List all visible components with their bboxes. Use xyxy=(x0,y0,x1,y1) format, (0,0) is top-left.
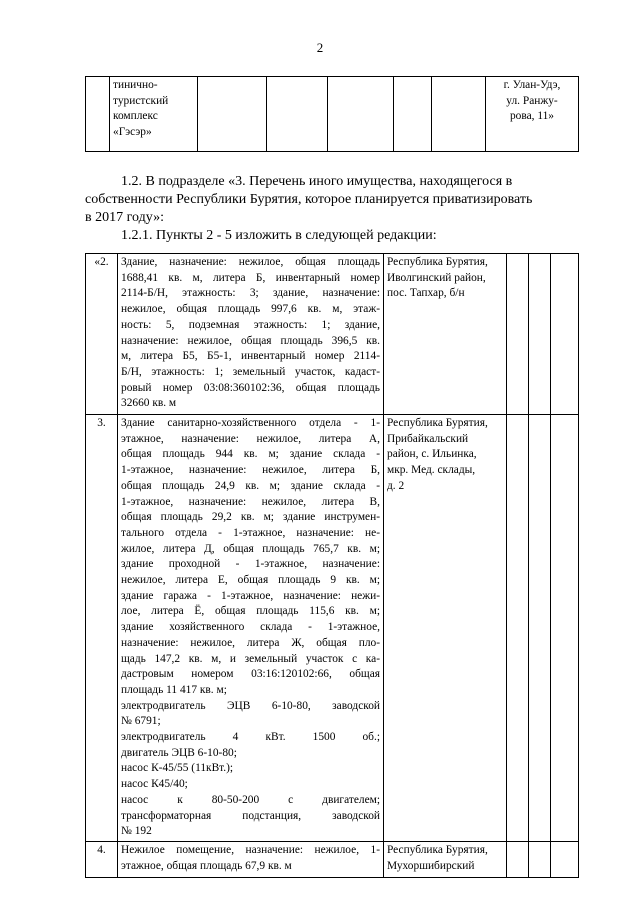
text-line: в 2017 году»: xyxy=(85,210,164,225)
table-row xyxy=(86,415,579,842)
text-line: м, литера Б5, Б5-1, инвентарный номер 2114- xyxy=(121,350,380,363)
text-line: 32660 кв. м xyxy=(121,397,177,410)
description-cell xyxy=(118,254,384,415)
text-line: назначение: нежилое, общая площадь 396,5 кв. xyxy=(121,334,380,347)
text-line: общая площадь 944 кв. м; здание склада - xyxy=(121,448,380,461)
text-line: здание хозяйственного склада - 1-этажное, xyxy=(121,621,380,634)
empty-cell xyxy=(529,415,551,842)
empty-cell xyxy=(529,254,551,415)
table-row xyxy=(86,841,579,877)
text-line: Нежилое помещение, назначение: нежилое, 1- xyxy=(121,843,380,856)
text-line: Мухоршибирский xyxy=(387,859,475,872)
empty-cell xyxy=(507,254,529,415)
paragraph-1-2 xyxy=(85,173,578,227)
text-line: мкр. Мед. склады, xyxy=(387,464,476,477)
text-line: Б/Н, этажность: 1; земельный участок, кадаст- xyxy=(121,365,380,378)
text-line: лое, литера Ё, общая площадь 115,6 кв. м; xyxy=(121,605,380,618)
address-cell xyxy=(384,841,507,877)
text-line: щадь 147,2 кв. м, и земельный участок с ка- xyxy=(121,652,380,665)
empty-cell xyxy=(551,415,579,842)
page-number: 2 xyxy=(316,40,324,55)
text-line: насос К-45/55 (11кВт.); xyxy=(121,762,234,775)
text-line: здание проходной - 1-этажное, назначение: xyxy=(121,558,380,571)
object-name-cell xyxy=(110,77,198,152)
text-line: № 192 xyxy=(121,825,152,838)
text-line: нежилое, литера Е, общая площадь 9 кв. м; xyxy=(121,574,380,587)
empty-cell xyxy=(198,77,267,152)
empty-cell xyxy=(507,841,529,877)
address-cell xyxy=(384,254,507,415)
text-line: пос. Тапхар, б/н xyxy=(387,287,465,300)
text-line: этажное, общая площадь 67,9 кв. м xyxy=(121,859,292,872)
text-line: тинично- xyxy=(113,79,158,91)
text-line: этажное, назначение: нежилое, литера А, xyxy=(121,432,380,445)
text-line: 1-этажное, назначение: нежилое, литера В, xyxy=(121,495,380,508)
table-row xyxy=(86,77,579,152)
text-line: ровый номер 03:08:360102:36, общая площадь xyxy=(121,381,380,394)
text-line: дастровым номером 03:16:120102:66, общая xyxy=(121,668,380,681)
text-line: общая площадь 29,2 кв. м; здание инструмен- xyxy=(121,511,380,524)
table-row xyxy=(86,254,579,415)
text-line: Здание, назначение: нежилое, общая площадь xyxy=(121,256,380,268)
address-cell xyxy=(486,77,579,152)
text-line: двигатель ЭЦВ 6-10-80; xyxy=(121,746,237,759)
text-line: «Гэсэр» xyxy=(113,126,152,139)
text-line: жилое, литера Д, общая площадь 765,7 кв. м; xyxy=(121,542,380,555)
text-line: 1.2. В подразделе «3. Перечень иного имущества, находящегося в xyxy=(121,174,513,189)
text-line: электродвигатель ЭЦВ 6-10-80, заводской xyxy=(121,699,380,712)
empty-cell xyxy=(507,415,529,842)
num-cell xyxy=(86,77,110,152)
text-line: нежилое, общая площадь 997,6 кв. м, этаж- xyxy=(121,303,380,316)
text-line: Республика Бурятия, xyxy=(387,256,488,268)
text-line: собственности Республики Бурятия, которое планируется приватизировать xyxy=(85,192,533,207)
text-line: Иволгинский район, xyxy=(387,271,486,284)
text-line: ул. Ранжу- xyxy=(506,94,558,107)
empty-cell xyxy=(529,841,551,877)
property-table xyxy=(85,253,579,878)
text-line: Здание санитарно-хозяйственного отдела - 1- xyxy=(121,417,380,429)
address-cell xyxy=(384,415,507,842)
text-line: Республика Бурятия, xyxy=(387,843,488,856)
description-cell xyxy=(118,415,384,842)
text-line: назначение: нежилое, литера Ж, общая пло- xyxy=(121,636,380,649)
description-cell xyxy=(118,841,384,877)
empty-cell xyxy=(551,254,579,415)
text-line: д. 2 xyxy=(387,479,405,492)
text-line: туристский xyxy=(113,94,169,107)
row-number: «2. xyxy=(86,254,118,415)
text-line: площадь 11 417 кв. м; xyxy=(121,683,227,696)
text-line: рова, 11» xyxy=(509,110,555,123)
text-line: район, с. Ильинка, xyxy=(387,448,477,461)
empty-cell xyxy=(394,77,432,152)
text-line: трансформаторная подстанция, заводской xyxy=(121,809,380,822)
text-line: насос к 80-50-200 с двигателем; xyxy=(121,793,380,806)
text-line: 1-этажное, назначение: нежилое, литера Б, xyxy=(121,464,380,477)
text-line: ность: 5, подземная этажность: 1; здание, xyxy=(121,318,380,331)
empty-cell xyxy=(551,841,579,877)
paragraph-1-2-1 xyxy=(85,227,578,245)
text-line: Прибайкальский xyxy=(387,432,469,445)
text-line: Республика Бурятия, xyxy=(387,417,488,429)
text-line: электродвигатель 4 кВт. 1500 об.; xyxy=(121,731,380,744)
empty-cell xyxy=(328,77,394,152)
text-line: комплекс xyxy=(113,110,158,123)
text-line: 1688,41 кв. м, литера Б, инвентарный номер xyxy=(121,271,380,284)
text-line: тального отдела - 1-этажное, назначение: не- xyxy=(121,526,380,539)
text-line: насос К45/40; xyxy=(121,778,188,791)
row-number: 4. xyxy=(86,841,118,877)
text-line: 1.2.1. Пункты 2 - 5 изложить в следующей редакции: xyxy=(121,228,437,243)
text-line: г. Улан-Удэ, xyxy=(503,79,561,91)
top-table xyxy=(85,76,579,152)
text-line: общая площадь 24,9 кв. м; здание склада - xyxy=(121,479,380,492)
text-line: № 6791; xyxy=(121,715,161,728)
row-number: 3. xyxy=(86,415,118,842)
empty-cell xyxy=(267,77,328,152)
empty-cell xyxy=(432,77,486,152)
text-line: 2114-Б/Н, этажность: 3; здание, назначение: xyxy=(121,287,380,300)
text-line: здание гаража - 1-этажное, назначение: нежи- xyxy=(121,589,380,602)
